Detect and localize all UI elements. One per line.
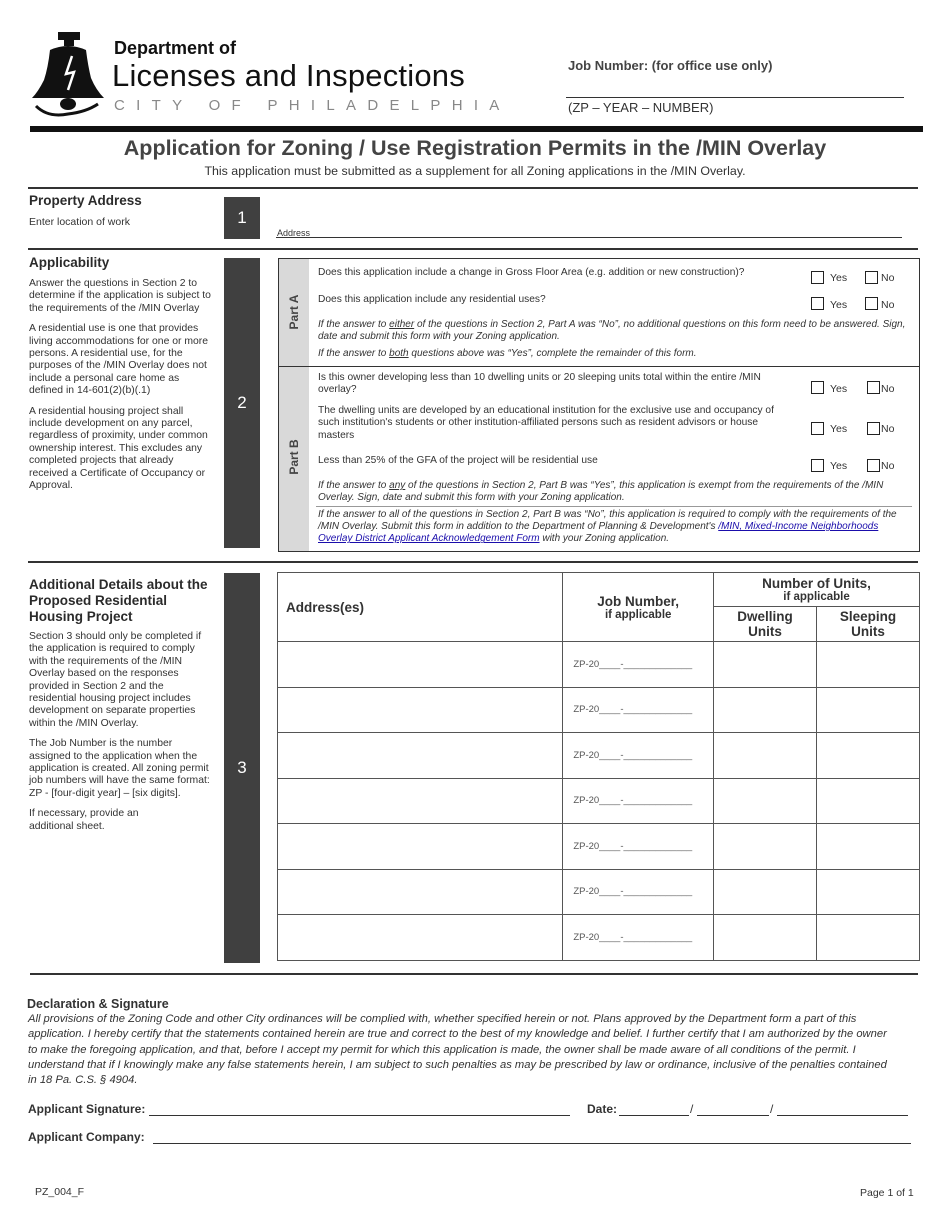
part-a-label: Part A bbox=[287, 294, 301, 330]
sleeping-units-cell[interactable] bbox=[817, 778, 920, 824]
section3-paragraph: Section 3 should only be completed if the application is required to comply with the requirements of the /MIN Overlay based on the responses provided in Section 2 and the residential housing project includes development on separate properties within the /MIN Overlay. bbox=[29, 631, 202, 729]
section2-number: 2 bbox=[224, 258, 260, 548]
table-row bbox=[278, 642, 920, 688]
note-text: If the answer to bbox=[318, 348, 390, 359]
dwelling-units-cell[interactable] bbox=[714, 915, 817, 961]
note-text: of the questions in Section 2, Part A was “No”, no additional questions on this form need to be answered. Sign, date and submit this form with your Zoning application. bbox=[318, 319, 906, 343]
a2-no-label: No bbox=[881, 299, 895, 311]
table-row bbox=[278, 824, 920, 870]
dwelling-units-cell[interactable] bbox=[714, 687, 817, 733]
note-text: If the answer to bbox=[318, 480, 390, 491]
date-month-field[interactable] bbox=[619, 1115, 689, 1116]
form-id: PZ_004_F bbox=[35, 1186, 85, 1198]
b1-yes-checkbox[interactable] bbox=[811, 381, 824, 394]
page-number: Page 1 of 1 bbox=[860, 1187, 914, 1199]
units-table bbox=[277, 572, 920, 961]
note-emphasis: both bbox=[389, 348, 409, 359]
section3-description bbox=[29, 631, 213, 841]
title-divider bbox=[28, 187, 918, 189]
col-job-sub: if applicable bbox=[604, 608, 672, 621]
section1-title: Property Address bbox=[29, 193, 142, 208]
job-number-field[interactable] bbox=[566, 97, 904, 98]
a1-yes-label: Yes bbox=[830, 272, 848, 284]
address-cell[interactable] bbox=[278, 778, 563, 824]
company-label: Applicant Company: bbox=[28, 1130, 145, 1144]
col-sleeping-header: Sleeping Units bbox=[817, 607, 920, 642]
col-units-sub: if applicable bbox=[783, 591, 850, 603]
note-text: If the answer to all of the questions in Section 2, Part B was “No”, this application is required to comply with the requirements of the /MIN Overlay. Submit this form in addition to the Department of Planning & Development's bbox=[318, 509, 897, 533]
address-cell[interactable] bbox=[278, 869, 563, 915]
section3-title: Additional Details about the Proposed Residential Housing Project bbox=[29, 577, 208, 624]
signature-field[interactable] bbox=[149, 1115, 570, 1116]
sleeping-units-cell[interactable] bbox=[817, 915, 920, 961]
section1-hint: Enter location of work bbox=[29, 216, 130, 228]
col-units-title: Number of Units, bbox=[762, 576, 871, 591]
b1-no-checkbox[interactable] bbox=[867, 381, 880, 394]
sleeping-units-cell[interactable] bbox=[817, 869, 920, 915]
note-text: If the answer to bbox=[318, 319, 390, 330]
section3-divider bbox=[30, 973, 918, 975]
note-text: questions above was “Yes”, complete the remainder of this form. bbox=[408, 348, 697, 359]
table-row bbox=[278, 915, 920, 961]
liberty-bell-logo bbox=[28, 28, 108, 120]
sleeping-units-cell[interactable] bbox=[817, 642, 920, 688]
table-row bbox=[278, 869, 920, 915]
col-units-header bbox=[714, 573, 920, 607]
b3-yes-checkbox[interactable] bbox=[811, 459, 824, 472]
b1-yes-label: Yes bbox=[830, 383, 848, 395]
job-number-format: (ZP – YEAR – NUMBER) bbox=[568, 100, 714, 115]
b1-no-label: No bbox=[881, 383, 895, 395]
dept-line2: Licenses and Inspections bbox=[112, 58, 465, 93]
section1-divider bbox=[28, 248, 918, 250]
dwelling-units-cell[interactable] bbox=[714, 642, 817, 688]
job-number-label: Job Number: (for office use only) bbox=[568, 58, 773, 73]
section2-title: Applicability bbox=[29, 255, 110, 270]
col-job-header bbox=[563, 573, 714, 642]
date-separator: / bbox=[770, 1102, 774, 1116]
b2-yes-checkbox[interactable] bbox=[811, 422, 824, 435]
section2-divider bbox=[28, 561, 918, 563]
date-day-field[interactable] bbox=[697, 1115, 769, 1116]
dept-line1: Department of bbox=[114, 38, 237, 58]
page-subtitle: This application must be submitted as a supplement for all Zoning applications in the /MIN Overlay. bbox=[204, 164, 746, 178]
a2-no-checkbox[interactable] bbox=[865, 297, 878, 310]
address-cell[interactable] bbox=[278, 642, 563, 688]
b3-no-checkbox[interactable] bbox=[867, 459, 880, 472]
city-name: CITY OF PHILADELPHIA bbox=[114, 97, 511, 114]
table-row bbox=[278, 733, 920, 779]
date-separator: / bbox=[690, 1102, 694, 1116]
declaration-title: Declaration & Signature bbox=[27, 997, 169, 1011]
part-a-question-1: Does this application include a change in Gross Floor Area (e.g. addition or new construction)? bbox=[318, 267, 745, 278]
sleeping-units-cell[interactable] bbox=[817, 733, 920, 779]
dwelling-units-cell[interactable] bbox=[714, 824, 817, 870]
a2-yes-label: Yes bbox=[830, 299, 848, 311]
job-number-cell[interactable]: ZP-20____-_____________ bbox=[563, 642, 714, 688]
sleeping-units-cell[interactable] bbox=[817, 687, 920, 733]
section3-paragraph: The Job Number is the number assigned to the application when the application is created. All zoning permit job numbers will have the same format: ZP - [four-digit year] – [six digits]. bbox=[29, 738, 210, 799]
job-number-cell[interactable]: ZP-20____-_____________ bbox=[563, 687, 714, 733]
section2-paragraph: Answer the questions in Section 2 to determine if the application is subject to the requirements of the /MIN Overlay bbox=[29, 278, 211, 314]
b2-yes-label: Yes bbox=[830, 423, 848, 435]
address-cell[interactable] bbox=[278, 915, 563, 961]
part-b-label: Part B bbox=[287, 439, 301, 475]
col-address-header: Address(es) bbox=[278, 573, 563, 642]
job-number-cell[interactable]: ZP-20____-_____________ bbox=[563, 869, 714, 915]
section2-paragraph: A residential housing project shall include development on any parcel, regardless of proximity, under common ownership interest. This excludes any completed projects that already received a Certificate of Occupancy or Approval. bbox=[29, 405, 208, 492]
note-text: of the questions in Section 2, Part B was “Yes”, this application is exempt from the requirements of the /MIN Overlay. Sign, date and submit this form with your Zoning application. bbox=[318, 480, 884, 504]
section2-paragraph: A residential use is one that provides living accommodations for one or more persons. A residential use, for the purposes of the /MIN Overlay does not include a personal care home as defined in 14-601(2)(b)(.1) bbox=[29, 323, 209, 397]
b3-no-label: No bbox=[881, 460, 895, 472]
section1-number: 1 bbox=[224, 197, 260, 239]
col-job-title: Job Number, bbox=[597, 593, 680, 609]
note-emphasis: any bbox=[389, 480, 406, 491]
col-dwelling-header: Dwelling Units bbox=[714, 607, 817, 642]
job-number-cell[interactable]: ZP-20____-_____________ bbox=[563, 778, 714, 824]
part-divider bbox=[279, 366, 919, 367]
note-emphasis: either bbox=[389, 319, 415, 330]
acknowledgement-form-link[interactable]: /MIN, Mixed-Income Neighborhoods Overlay District Applicant Acknowledgement Form bbox=[318, 521, 879, 545]
header-divider bbox=[30, 126, 923, 132]
company-field[interactable] bbox=[153, 1143, 911, 1144]
part-b-note-1 bbox=[318, 480, 908, 504]
dwelling-units-cell[interactable] bbox=[714, 733, 817, 779]
declaration-text: All provisions of the Zoning Code and other City ordinances will be complied with, whether specified herein or not. Plans approved by the Department form a part of this application. I hereby certify that the statements contained herein are true and correct to the best of my knowledge and belief. I further certify that I am authorized by the owner to make the foregoing application, and that, before I accept my permit for which this application is made, the owner shall be made aware of all conditions of the permit. I understand that if I knowingly make any false statements herein, I am subject to such penalties as may be prescribed by law or ordinance, inclusive of the penalties contained in 18 Pa. C.S. § 4904. bbox=[28, 1013, 887, 1087]
a1-no-checkbox[interactable] bbox=[865, 271, 878, 284]
b3-yes-label: Yes bbox=[830, 460, 848, 472]
a2-yes-checkbox[interactable] bbox=[811, 297, 824, 310]
table-row bbox=[278, 687, 920, 733]
address-cell[interactable] bbox=[278, 733, 563, 779]
part-b-question-2: The dwelling units are developed by an educational institution for the exclusive use and occupancy of such institution's students or other institution-affiliated persons such as resident advisors or house masters bbox=[318, 405, 774, 441]
section2-description bbox=[29, 278, 213, 501]
note-text: with your Zoning application. bbox=[539, 533, 670, 545]
b2-no-checkbox[interactable] bbox=[867, 422, 880, 435]
part-a-question-2: Does this application include any residential uses? bbox=[318, 294, 546, 305]
part-a-note-1 bbox=[318, 319, 908, 343]
b2-no-label: No bbox=[881, 423, 895, 435]
a1-no-label: No bbox=[881, 272, 895, 284]
job-number-cell[interactable]: ZP-20____-_____________ bbox=[563, 824, 714, 870]
job-number-cell[interactable]: ZP-20____-_____________ bbox=[563, 915, 714, 961]
part-b-note-divider bbox=[316, 506, 912, 507]
dwelling-units-cell[interactable] bbox=[714, 869, 817, 915]
part-a-note-2 bbox=[318, 348, 908, 360]
section3-paragraph: If necessary, provide an additional sheet. bbox=[29, 808, 139, 832]
address-input[interactable] bbox=[276, 237, 902, 238]
job-number-cell[interactable]: ZP-20____-_____________ bbox=[563, 733, 714, 779]
address-cell[interactable] bbox=[278, 824, 563, 870]
section3-number: 3 bbox=[224, 573, 260, 963]
signature-label: Applicant Signature: bbox=[28, 1102, 146, 1116]
page-title: Application for Zoning / Use Registration Permits in the /MIN Overlay bbox=[123, 136, 827, 160]
a1-yes-checkbox[interactable] bbox=[811, 271, 824, 284]
part-b-question-1: Is this owner developing less than 10 dwelling units or 20 sleeping units total within the entire /MIN overlay? bbox=[318, 372, 761, 396]
table-row bbox=[278, 778, 920, 824]
date-year-field[interactable] bbox=[777, 1115, 908, 1116]
part-b-question-3: Less than 25% of the GFA of the project will be residential use bbox=[318, 455, 598, 466]
address-cell[interactable] bbox=[278, 687, 563, 733]
address-label: Address bbox=[277, 228, 311, 238]
part-b-note-2 bbox=[318, 509, 908, 546]
date-label: Date: bbox=[587, 1102, 618, 1116]
sleeping-units-cell[interactable] bbox=[817, 824, 920, 870]
dwelling-units-cell[interactable] bbox=[714, 778, 817, 824]
